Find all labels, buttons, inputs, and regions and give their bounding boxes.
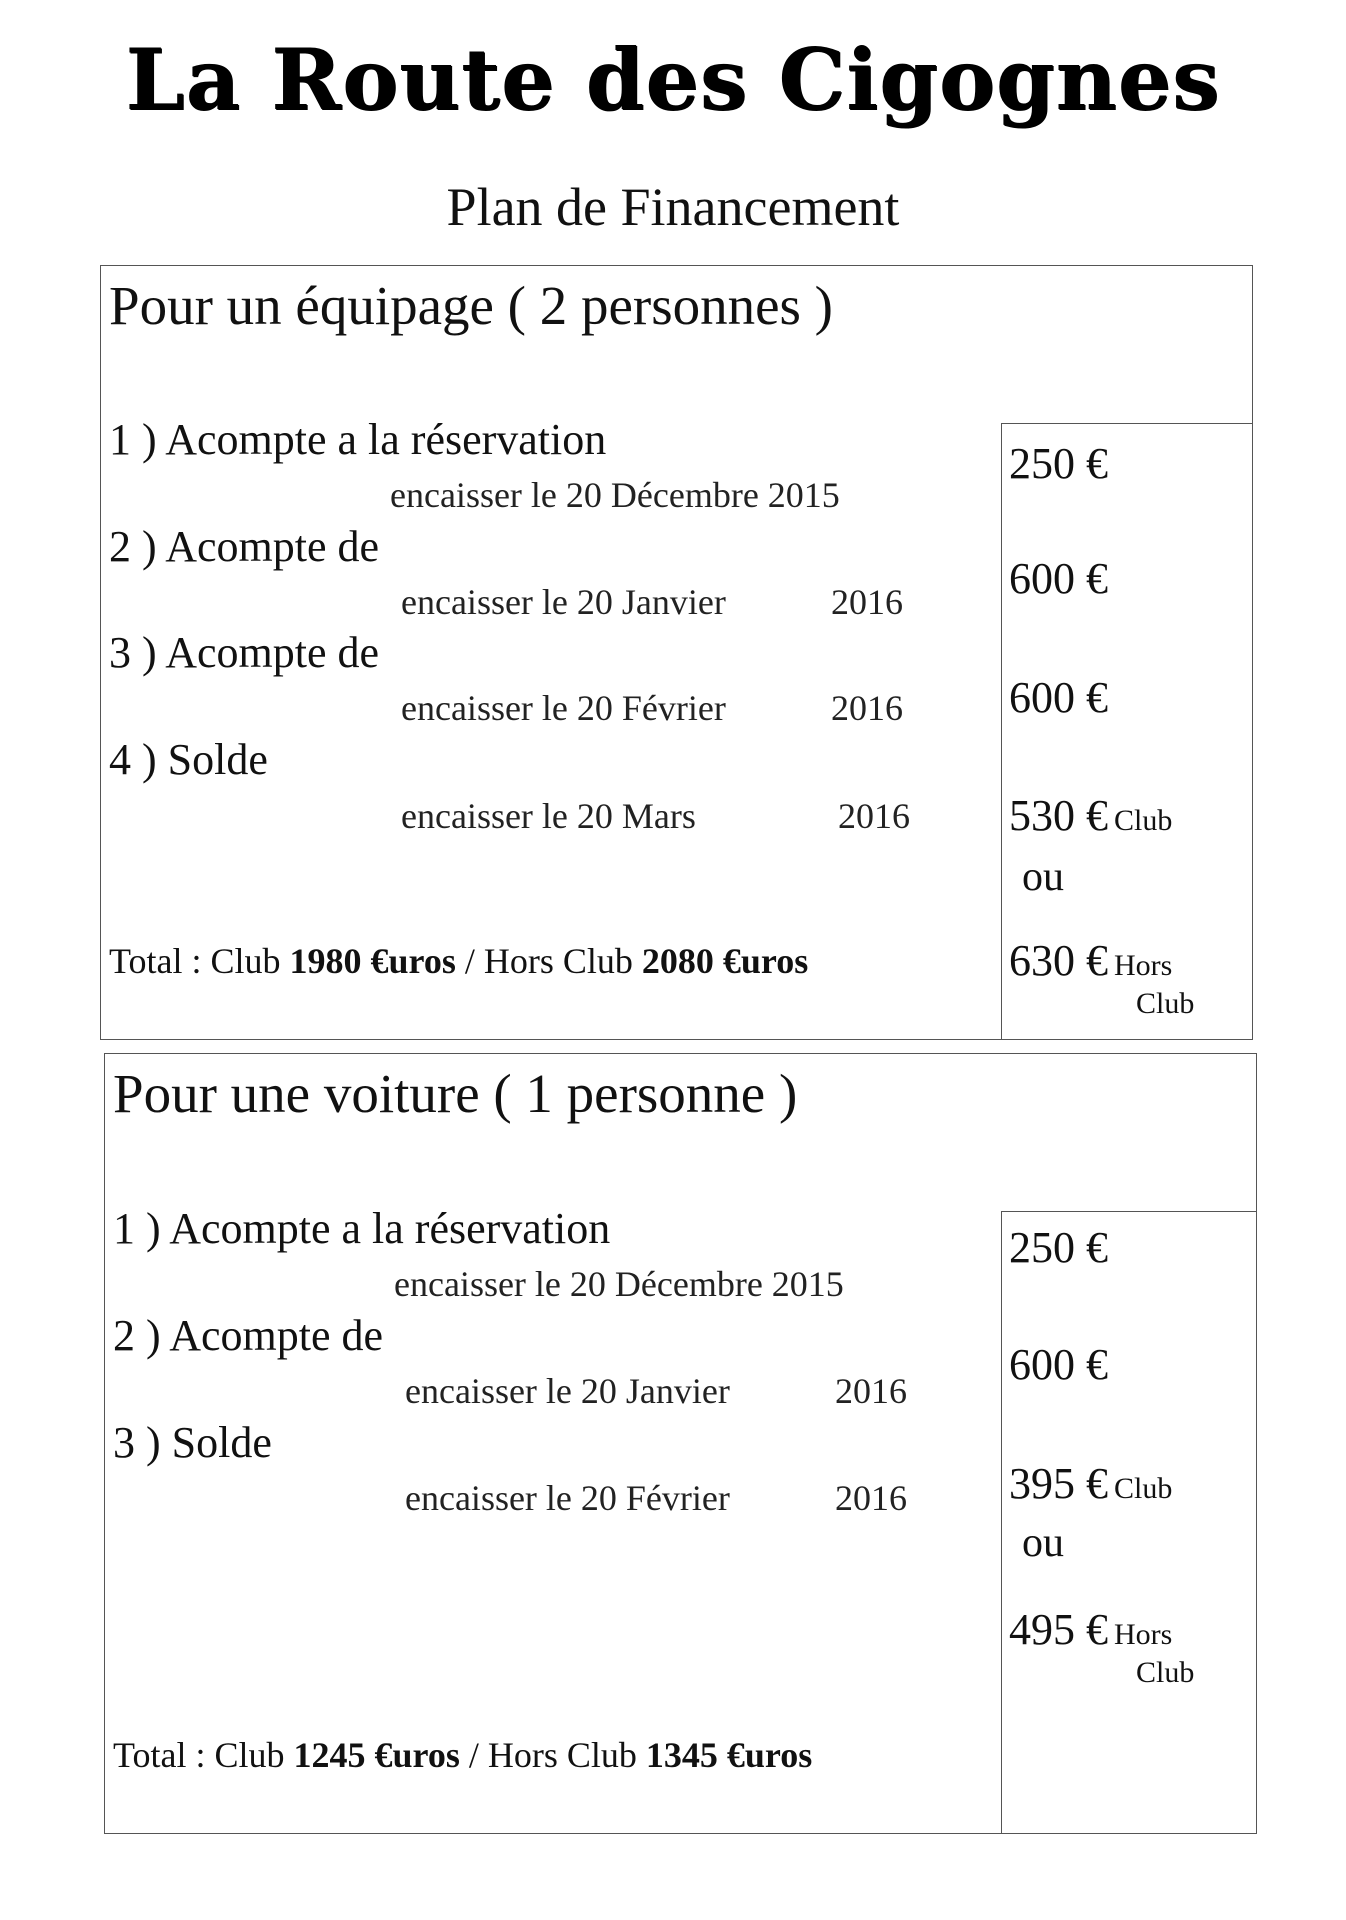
amount: 600 € [1009,1340,1108,1389]
step-year: 2016 [838,796,910,836]
alt-amount [1009,1605,1173,1654]
step-date: encaisser le 20 Février [405,1478,730,1518]
total-prefix: Total : Club [109,941,281,981]
alt-amount-note: Hors [1114,1618,1173,1651]
alt-amount-note: Hors [1114,949,1173,982]
amounts-column [1001,1211,1257,1833]
or-label: ou [1022,854,1064,900]
alt-amount-note-2: Club [1136,1656,1195,1689]
step-label: 2 ) Acompte de [113,1311,384,1360]
total-line [113,1737,812,1773]
amount-note: Club [1114,804,1173,837]
amount [1009,791,1173,840]
step-date: encaisser le 20 Décembre 2015 [390,475,840,515]
step-date: encaisser le 20 Décembre 2015 [394,1264,844,1304]
amount [1009,1459,1173,1508]
total-separator: / Hors Club [468,1735,637,1775]
total-separator: / Hors Club [464,941,633,981]
step-date: encaisser le 20 Mars [401,796,696,836]
amount: 600 € [1009,673,1108,722]
amount: 600 € [1009,554,1108,603]
step-label: 3 ) Solde [113,1418,272,1467]
section-equipage [100,265,1253,1040]
alt-amount-note-2: Club [1136,987,1195,1020]
section-heading: Pour un équipage ( 2 personnes ) [109,275,833,336]
total-prefix: Total : Club [113,1735,285,1775]
total-line [109,943,808,979]
total-hors-club: 1345 €uros [645,1735,813,1775]
step-label: 4 ) Solde [109,735,268,784]
step-date: encaisser le 20 Janvier [401,582,726,622]
total-hors-club: 2080 €uros [641,941,809,981]
amount-note: Club [1114,1472,1173,1505]
step-label: 1 ) Acompte a la réservation [109,415,607,464]
alt-amount-value: 630 € [1009,936,1108,985]
amount-value: 530 € [1009,791,1108,840]
total-club: 1980 €uros [289,941,456,981]
section-heading: Pour une voiture ( 1 personne ) [113,1063,798,1124]
amount: 250 € [1009,439,1108,488]
step-label: 3 ) Acompte de [109,628,380,677]
step-year: 2016 [835,1478,907,1518]
step-year: 2016 [835,1371,907,1411]
amount-value: 395 € [1009,1459,1108,1508]
section-voiture [104,1053,1257,1834]
amounts-column [1001,423,1253,1039]
alt-amount-value: 495 € [1009,1605,1108,1654]
document-subtitle: Plan de Financement [446,177,900,237]
document-title: La Route des Cigognes [125,30,1221,129]
total-club: 1245 €uros [293,1735,460,1775]
step-date: encaisser le 20 Janvier [405,1371,730,1411]
step-label: 1 ) Acompte a la réservation [113,1204,611,1253]
step-year: 2016 [831,582,903,622]
alt-amount [1009,936,1173,985]
step-year: 2016 [831,688,903,728]
amount: 250 € [1009,1223,1108,1272]
step-label: 2 ) Acompte de [109,522,380,571]
or-label: ou [1022,1520,1064,1566]
step-date: encaisser le 20 Février [401,688,726,728]
